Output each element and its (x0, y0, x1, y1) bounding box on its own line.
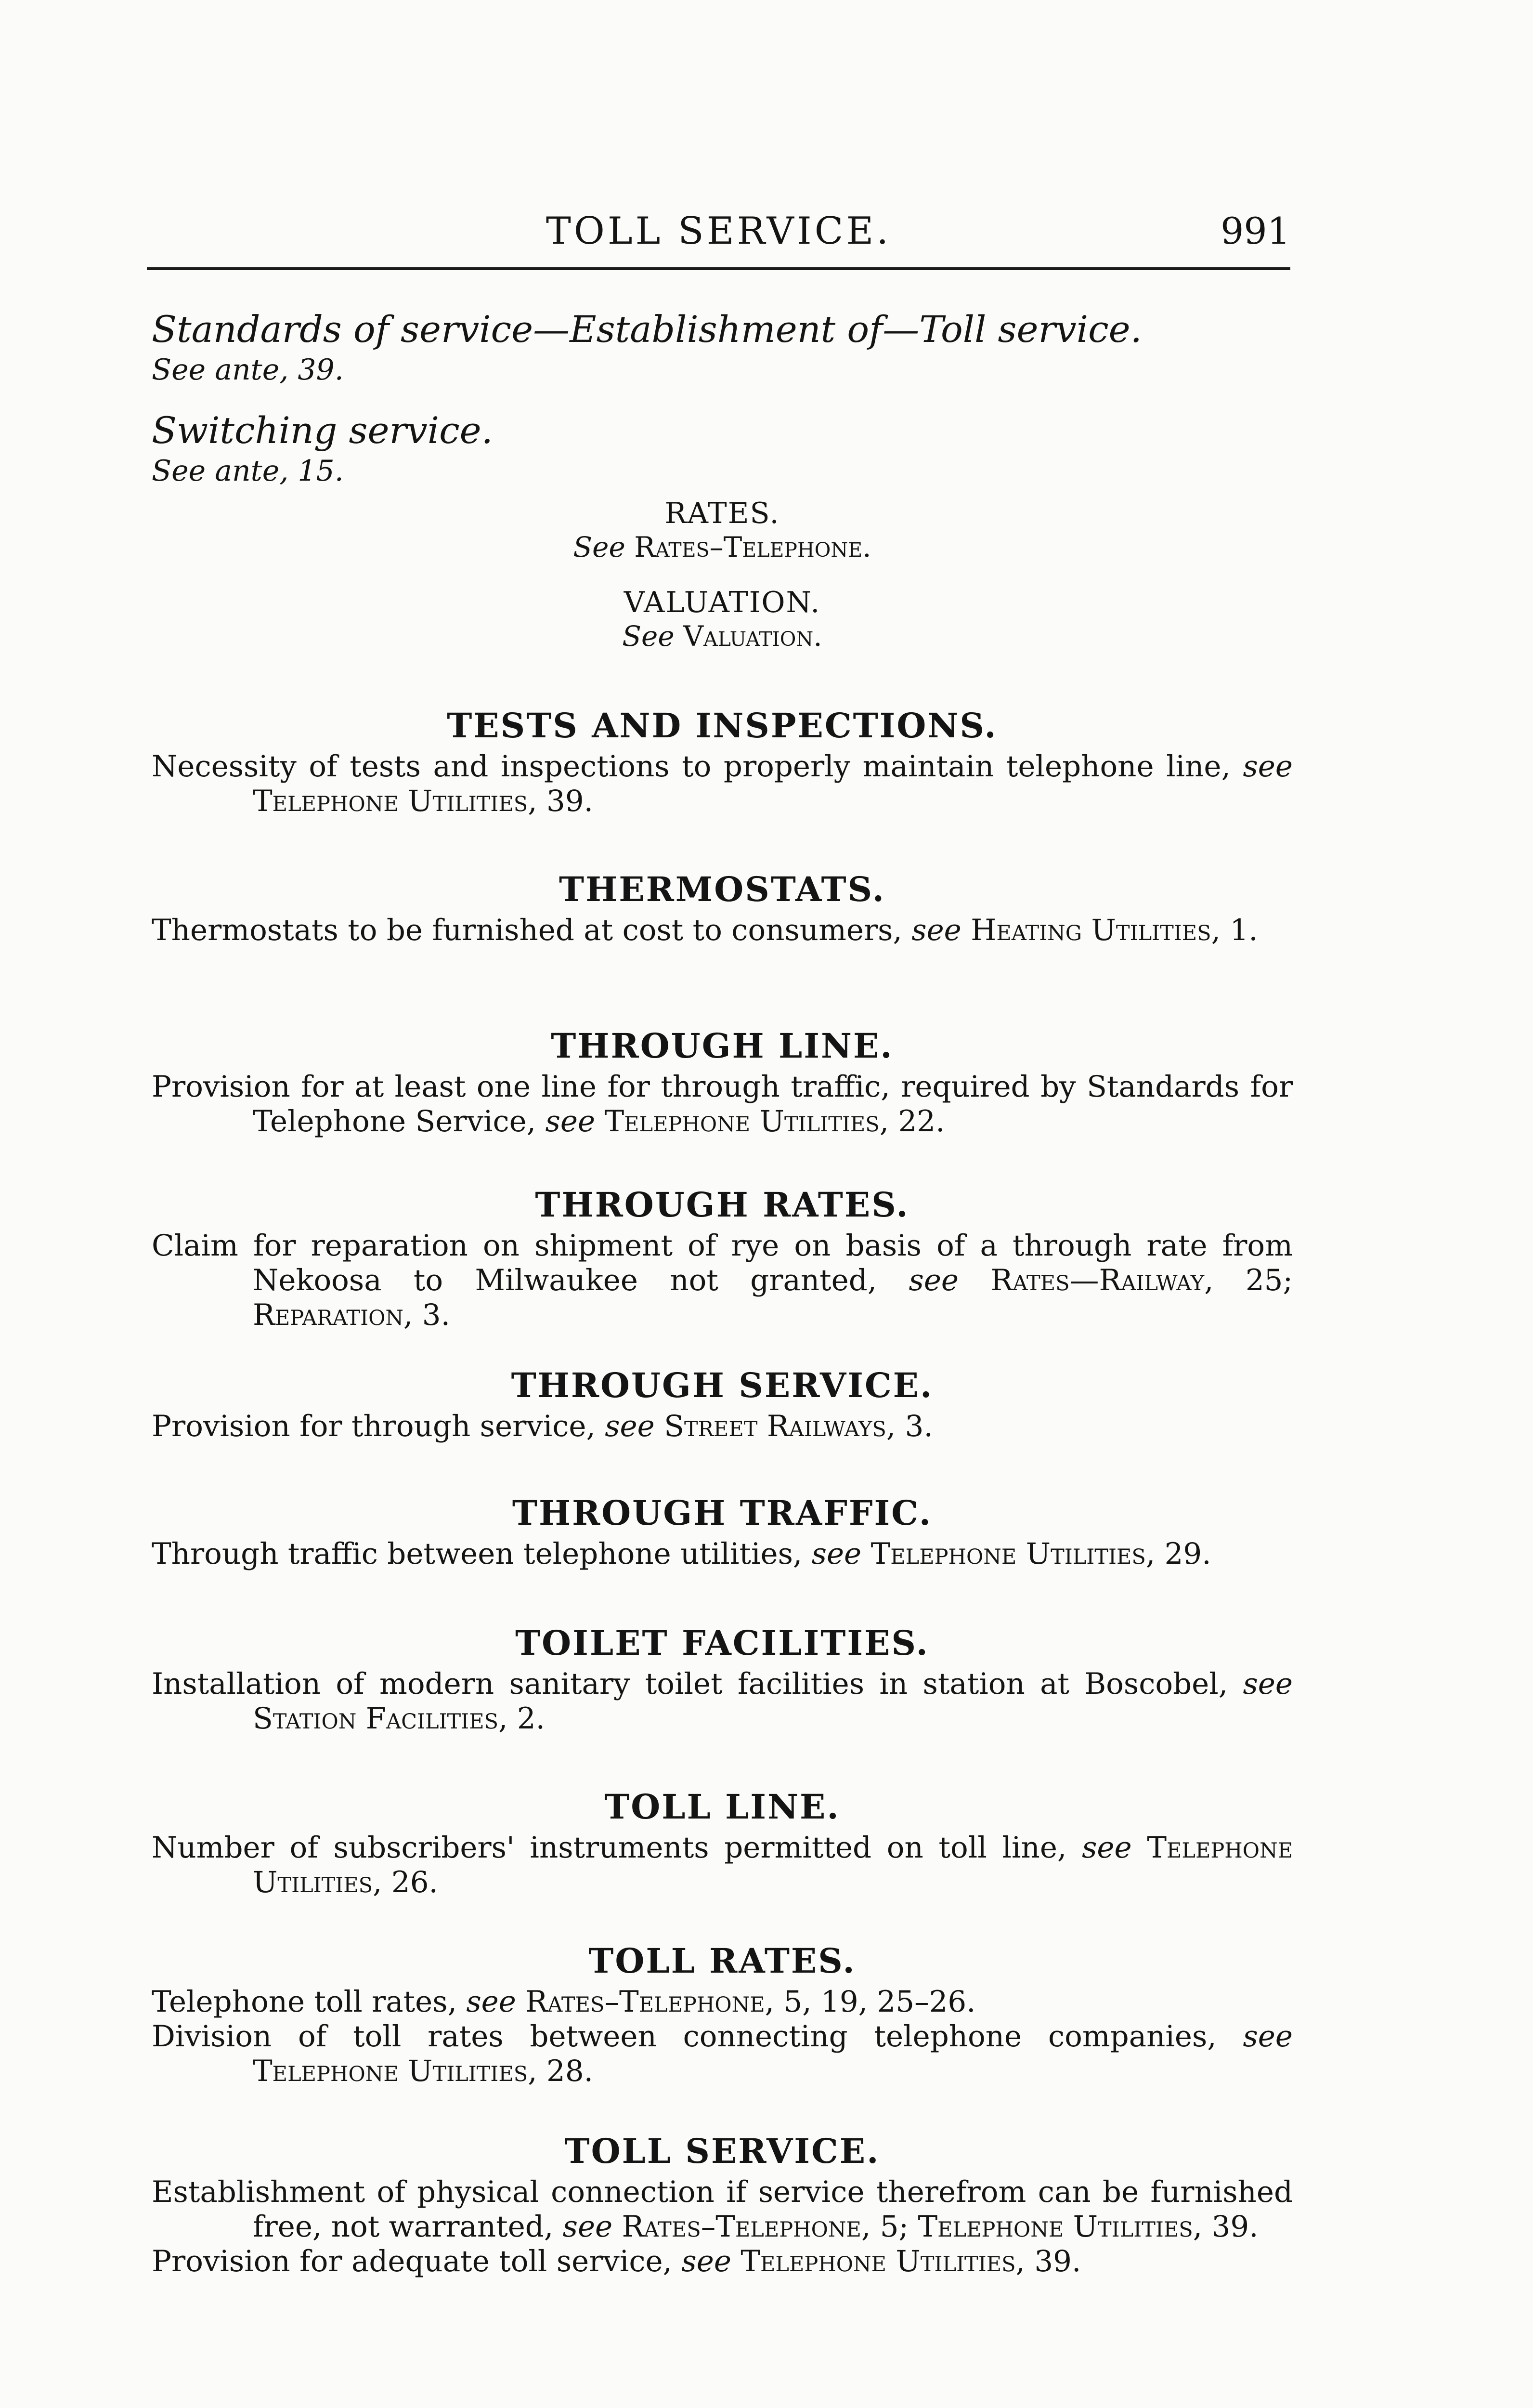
entry-heading: Switching service. (152, 409, 493, 452)
section-heading: TOLL LINE. (604, 1787, 840, 1827)
entry-see: See ante, 39. (152, 353, 344, 387)
section-heading: THROUGH SERVICE. (511, 1365, 934, 1405)
section (152, 1493, 1293, 1571)
section-entry: Number of subscribers' instruments permitted on toll line, see Telephone Utilities, 26. (152, 1831, 1293, 1899)
page-title: TOLL SERVICE. (546, 209, 892, 253)
section-entry: Division of toll rates between connecting telephone companies, see Telephone Utilities, 28. (152, 2019, 1293, 2088)
section (152, 1365, 1293, 1444)
section (152, 1623, 1293, 1736)
section-entry: Establishment of physical connection if service therefrom can be furnished free, not warranted, see Rates–Telephone, 5; Telephone Utilities, 39. (152, 2175, 1293, 2244)
section-heading: TESTS AND INSPECTIONS. (447, 706, 998, 746)
section-entry: Claim for reparation on shipment of rye on basis of a through rate from Nekoosa to Milwaukee not granted, see Rates—Railway, 25; Reparation, 3. (152, 1229, 1293, 1332)
section-entry: Necessity of tests and inspections to properly maintain telephone line, see Telephone Utilities, 39. (152, 749, 1293, 818)
header-rule (147, 267, 1290, 270)
section (152, 1026, 1293, 1139)
entry-see: See ante, 15. (152, 454, 344, 488)
section-heading: THROUGH RATES. (535, 1185, 909, 1225)
subsection (152, 585, 1293, 654)
section (152, 706, 1293, 819)
cross-reference: Valuation. (683, 620, 822, 653)
section (152, 2131, 1293, 2279)
section-heading: THROUGH LINE. (551, 1026, 894, 1066)
index-entry (152, 409, 1293, 488)
running-header (147, 209, 1290, 282)
section-entry: Thermostats to be furnished at cost to consumers, see Heating Utilities, 1. (152, 913, 1258, 947)
section-entry: Telephone toll rates, see Rates–Telephone, 5, 19, 25–26. (152, 1985, 976, 2019)
subsection-heading: VALUATION. (624, 586, 821, 619)
see-prefix: See (573, 531, 625, 563)
section-heading: TOLL SERVICE. (564, 2131, 880, 2171)
section (152, 869, 1293, 948)
section-entry: Installation of modern sanitary toilet facilities in station at Boscobel, see Station Facilities, 2. (152, 1667, 1293, 1736)
section-entry: Provision for at least one line for through traffic, required by Standards for Telephone Service, see Telephone Utilities, 22. (152, 1070, 1293, 1139)
section-heading: THERMOSTATS. (559, 869, 886, 909)
cross-reference: Rates–Telephone. (634, 531, 871, 563)
section-entry: Provision for adequate toll service, see Telephone Utilities, 39. (152, 2244, 1081, 2278)
section-heading: TOLL RATES. (588, 1941, 856, 1981)
section-heading: TOILET FACILITIES. (515, 1623, 929, 1663)
page-number: 991 (1220, 209, 1290, 252)
see-prefix: See (622, 620, 675, 653)
section-entry: Through traffic between telephone utilities, see Telephone Utilities, 29. (152, 1537, 1211, 1571)
index-entry (152, 308, 1293, 387)
section-heading: THROUGH TRAFFIC. (512, 1493, 933, 1533)
section (152, 1185, 1293, 1333)
section (152, 1787, 1293, 1900)
entry-heading: Standards of service—Establishment of—Toll service. (152, 308, 1142, 351)
section (152, 1941, 1293, 2089)
subsection (152, 496, 1293, 564)
section-entry: Provision for through service, see Street Railways, 3. (152, 1409, 933, 1443)
subsection-heading: RATES. (664, 497, 780, 530)
